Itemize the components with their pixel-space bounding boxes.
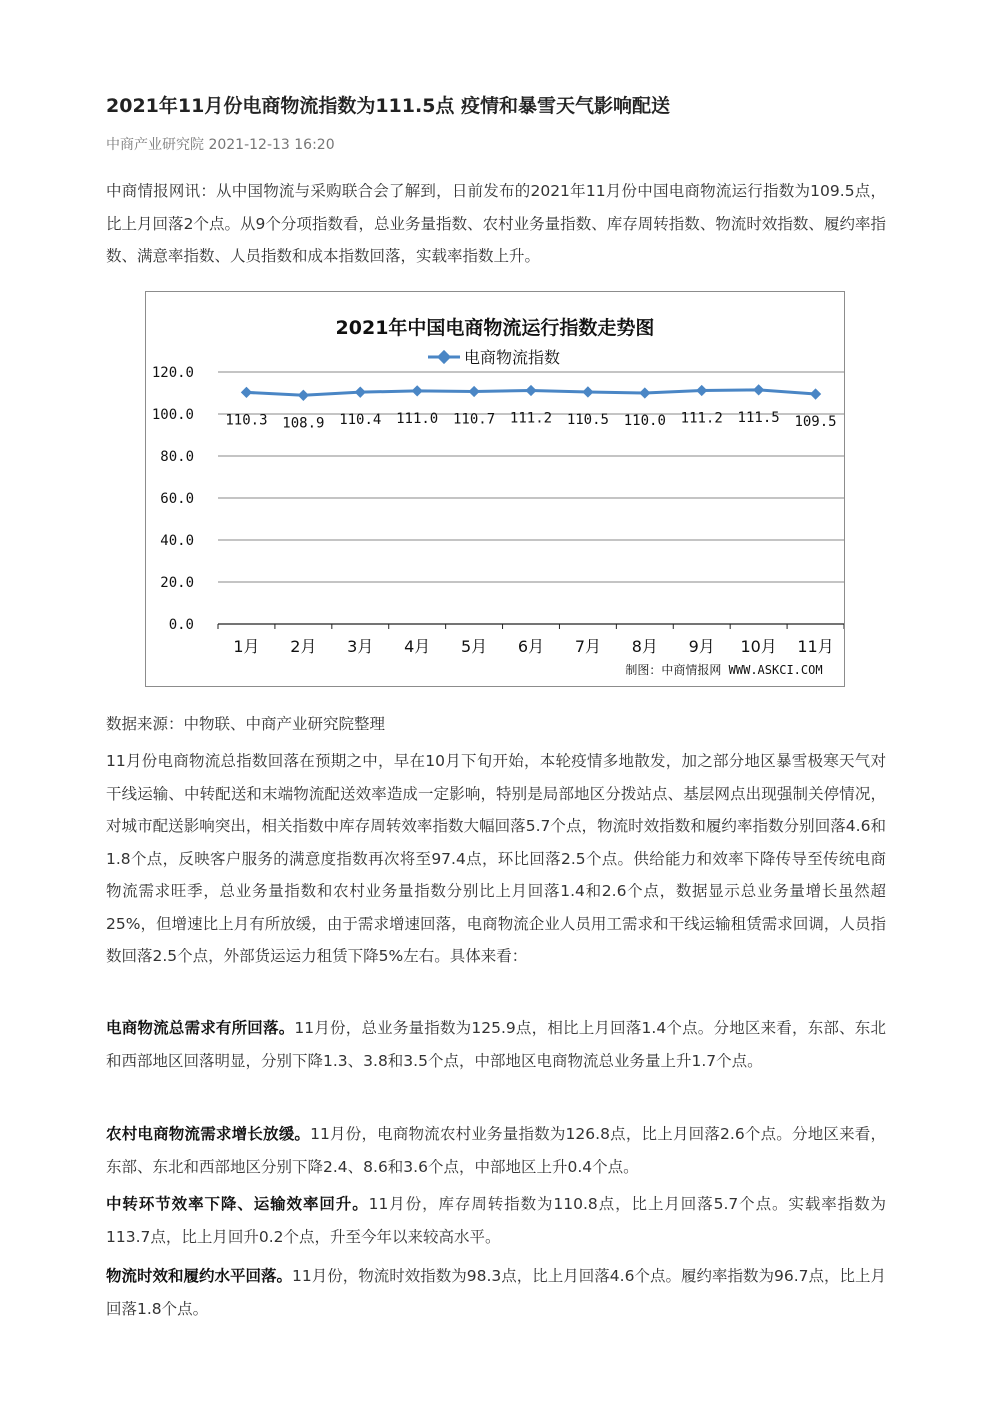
- chart-axes: [152, 365, 844, 656]
- chart-legend: [428, 348, 560, 367]
- chart-title: 2021年中国电商物流运行指数走势图: [335, 317, 655, 339]
- section-heading: 物流时效和履约水平回落。: [106, 1267, 293, 1285]
- data-label: 111.2: [509, 410, 553, 427]
- data-label: 110.3: [225, 412, 268, 429]
- data-label: 111.2: [680, 410, 723, 427]
- section-paragraph: [106, 1012, 886, 1077]
- article-meta: [106, 134, 335, 156]
- section-text: 11月份，物流时效指数为98.3点，比上月回落4.6个点。履约率指数为96.7点，比上月回落1.8个点。: [106, 1267, 886, 1318]
- y-tick-label: 120.0: [151, 365, 194, 381]
- y-tick-label: 60.0: [160, 491, 194, 507]
- source-name[interactable]: 中商产业研究院: [106, 137, 204, 153]
- data-point: [298, 390, 309, 401]
- data-point: [582, 386, 593, 397]
- data-label: 110.4: [339, 412, 382, 429]
- x-tick-label: 11月: [797, 637, 834, 656]
- x-tick-label: 7月: [574, 637, 602, 656]
- data-label: 111.0: [396, 410, 439, 427]
- legend-diamond-icon: [437, 350, 451, 364]
- data-point: [639, 387, 650, 398]
- data-point: [468, 386, 479, 397]
- intro-paragraph: 中商情报网讯：从中国物流与采购联合会了解到，日前发布的2021年11月份中国电商物流运行指数为109.5点，比上月回落2个点。从9个分项指数看，总业务量指数、农村业务量指数、库存周转指数、物流时效指数、履约率指数、满意率指数、人员指数和成本指数回落，实载率指数上升。: [106, 182, 886, 265]
- section-heading: 中转环节效率下降、运输效率回升。: [106, 1195, 369, 1213]
- data-label: 111.5: [737, 409, 780, 426]
- data-point: [355, 387, 366, 398]
- x-tick-label: 2月: [290, 637, 317, 656]
- section-paragraph: [106, 1188, 886, 1253]
- y-tick-label: 100.0: [151, 407, 194, 423]
- x-tick-label: 3月: [347, 637, 374, 656]
- x-tick-label: 6月: [517, 637, 545, 656]
- data-source-note: 数据来源：中物联、中商产业研究院整理: [106, 715, 386, 733]
- section-paragraph: [106, 1260, 886, 1325]
- y-tick-label: 0.0: [168, 617, 194, 633]
- publish-datetime: 2021-12-13 16:20: [208, 137, 335, 153]
- article-title: 2021年11月份电商物流指数为111.5点 疫情和暴雪天气影响配送: [106, 95, 671, 117]
- x-tick-label: 1月: [233, 637, 260, 656]
- data-point: [412, 385, 423, 396]
- section-text: 11月份，电商物流农村业务量指数为126.8点，比上月回落2.6个点。分地区来看，东部、东北和西部地区分别下降2.4、8.6和3.6个点，中部地区上升0.4个点。: [106, 1125, 886, 1176]
- data-point: [241, 387, 252, 398]
- data-point: [753, 384, 764, 395]
- x-tick-label: 5月: [460, 637, 488, 656]
- data-label: 108.9: [282, 415, 325, 432]
- chart-credit: 制图：中商情报网 WWW.ASKCI.COM: [625, 663, 823, 677]
- line-chart: [145, 291, 845, 687]
- section-heading: 农村电商物流需求增长放缓。: [106, 1125, 311, 1143]
- x-tick-label: 9月: [688, 637, 715, 656]
- x-tick-label: 10月: [740, 637, 777, 656]
- section-paragraph: [106, 1118, 886, 1183]
- body-paragraph: 11月份电商物流总指数回落在预期之中，早在10月下旬开始，本轮疫情多地散发，加之部分地区暴雪极寒天气对干线运输、中转配送和末端物流配送效率造成一定影响，特别是局部地区分拨站点、基层网点出现强制关停情况，对城市配送影响突出，相关指数中库存周转效率指数大幅回落5.7个点，物流时效指数和履约率指数分别回落4.6和1.8个点，反映客户服务的满意度指数再次将至97.4点，环比回落2.5个点。供给能力和效率下降传导至传统电商物流需求旺季，总业务量指数和农村业务量指数分别比上月回落1.4和2.6个点，数据显示总业务量增长虽然超25%，但增速比上月有所放缓，由于需求增速回落，电商物流企业人员用工需求和干线运输租赁需求回调，人员指数回落2.5个点，外部货运运力租赁下降5%左右。具体来看：: [106, 752, 886, 965]
- chart-canvas: [146, 292, 844, 686]
- section-text: 11月份，库存周转指数为110.8点，比上月回落5.7个点。实载率指数为113.7点，比上月回升0.2个点，升至今年以来较高水平。: [106, 1195, 886, 1246]
- section-text: 11月份，总业务量指数为125.9点，相比上月回落1.4个点。分地区来看，东部、东北和西部地区回落明显，分别下降1.3、3.8和3.5个点，中部地区电商物流总业务量上升1.7个点。: [106, 1019, 886, 1070]
- x-tick-label: 8月: [631, 637, 658, 656]
- data-point: [696, 385, 707, 396]
- data-label: 109.5: [794, 414, 837, 431]
- y-tick-label: 40.0: [160, 533, 194, 549]
- chart-series: [225, 384, 836, 431]
- data-point: [810, 388, 821, 399]
- y-tick-label: 80.0: [160, 449, 194, 465]
- section-heading: 电商物流总需求有所回落。: [106, 1019, 295, 1037]
- x-tick-label: 4月: [404, 637, 431, 656]
- y-tick-label: 20.0: [160, 575, 194, 591]
- data-label: 110.7: [453, 411, 496, 428]
- data-label: 110.0: [623, 413, 666, 429]
- legend-label: 电商物流指数: [464, 348, 561, 367]
- data-label: 110.5: [566, 411, 609, 428]
- data-point: [525, 385, 536, 396]
